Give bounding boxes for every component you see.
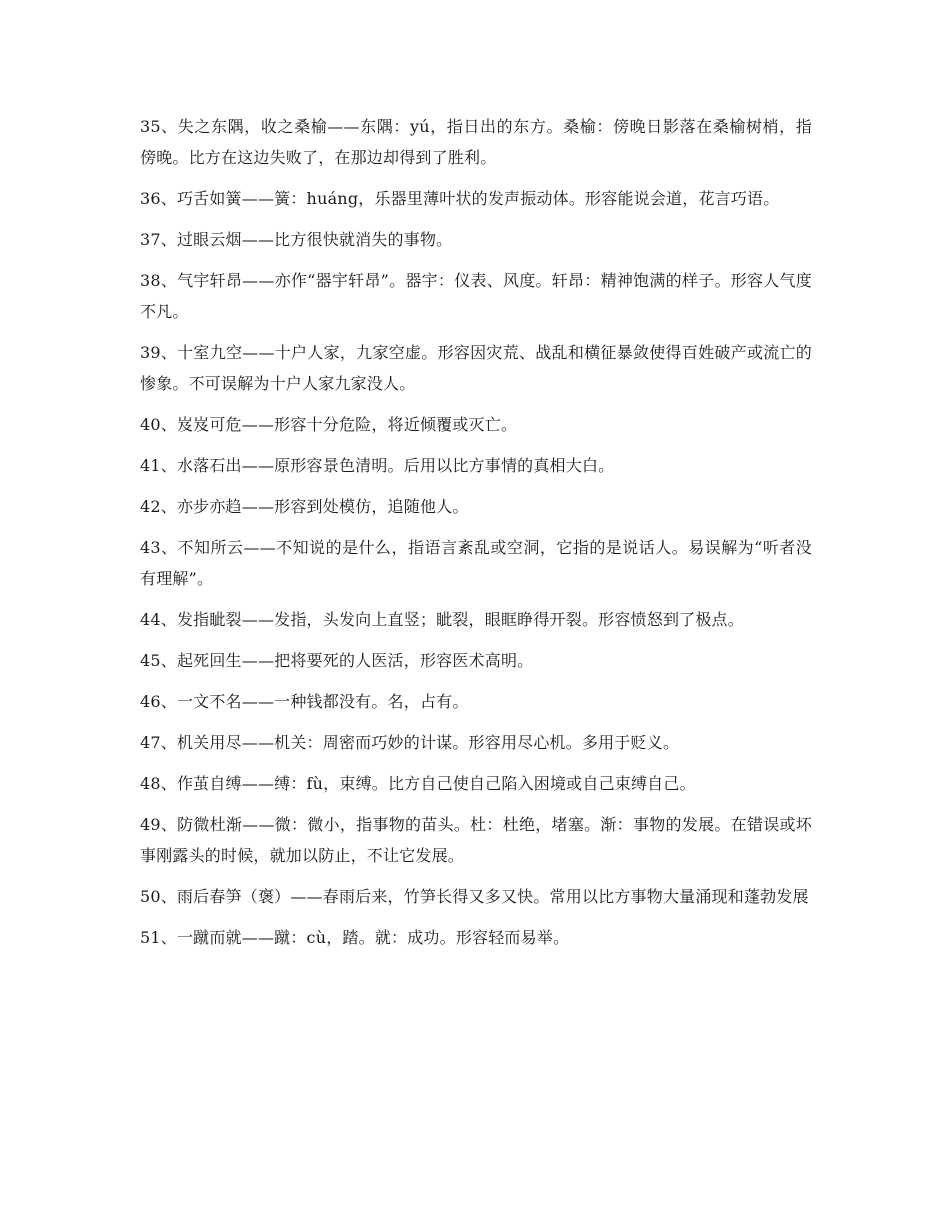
idiom-entry-47: 47、机关用尽——机关：周密而巧妙的计谋。形容用尽心机。多用于贬义。 — [140, 733, 680, 752]
idiom-entry-38: 38、气宇轩昂——亦作“器宇轩昂”。器宇：仪表、风度。轩昂：精神饱满的样子。形容人气度不凡。 — [140, 271, 812, 321]
idiom-entry-49: 49、防微杜渐——微：微小，指事物的苗头。杜：杜绝，堵塞。渐：事物的发展。在错误或坏事刚露头的时候，就加以防止，不让它发展。 — [140, 815, 812, 865]
idiom-entry-50: 50、雨后春笋（褒）——春雨后来，竹笋长得又多又快。常用以比方事物大量涌现和蓬勃发展 — [140, 887, 809, 906]
idiom-entry-35: 35、失之东隅，收之桑榆——东隅：yú，指日出的东方。桑榆：傍晚日影落在桑榆树梢，指傍晚。比方在这边失败了，在那边却得到了胜利。 — [140, 117, 812, 167]
idiom-entry-45: 45、起死回生——把将要死的人医活，形容医术高明。 — [140, 651, 534, 670]
idiom-entry-43: 43、不知所云——不知说的是什么，指语言紊乱或空洞，它指的是说话人。易误解为“听者没有理解”。 — [140, 538, 812, 588]
idiom-entry-46: 46、一文不名——一种钱都没有。名，占有。 — [140, 692, 469, 711]
document-page — [140, 111, 812, 963]
idiom-entry-36: 36、巧舌如簧——簧：huáng，乐器里薄叶状的发声振动体。形容能说会道，花言巧语。 — [140, 189, 780, 208]
idiom-entry-41: 41、水落石出——原形容景色清明。后用以比方事情的真相大白。 — [140, 456, 615, 475]
idiom-entry-48: 48、作茧自缚——缚：fù，束缚。比方自己使自己陷入困境或自己束缚自己。 — [140, 774, 696, 793]
idiom-entry-44: 44、发指眦裂——发指，头发向上直竖；眦裂，眼眶睁得开裂。形容愤怒到了极点。 — [140, 610, 744, 629]
idiom-entry-39: 39、十室九空——十户人家，九家空虚。形容因灾荒、战乱和横征暴敛使得百姓破产或流亡的惨象。不可误解为十户人家九家没人。 — [140, 343, 812, 393]
idiom-entry-37: 37、过眼云烟——比方很快就消失的事物。 — [140, 230, 453, 249]
idiom-entry-42: 42、亦步亦趋——形容到处模仿，追随他人。 — [140, 497, 469, 516]
idiom-entry-40: 40、岌岌可危——形容十分危险，将近倾覆或灭亡。 — [140, 415, 518, 434]
idiom-entry-51: 51、一蹴而就——蹴：cù，踏。就：成功。形容轻而易举。 — [140, 928, 570, 947]
